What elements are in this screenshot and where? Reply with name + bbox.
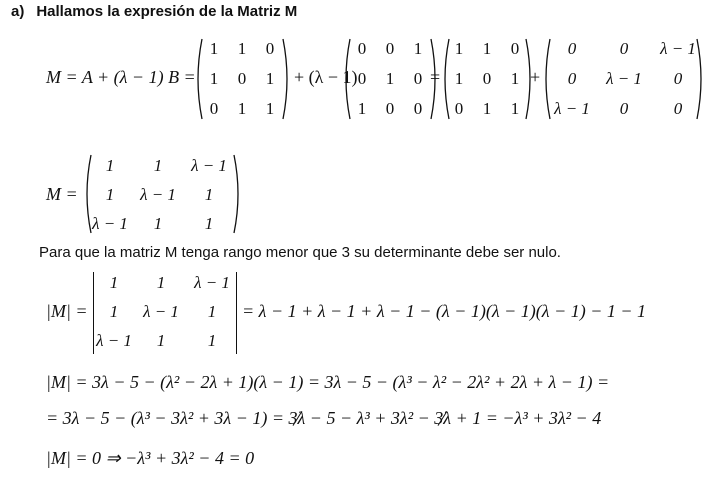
matrix-cell: 1 bbox=[237, 39, 247, 58]
matrix-cell: λ − 1 bbox=[606, 69, 642, 88]
eq1-lhs: M = A + (λ − 1) B = bbox=[46, 67, 196, 87]
matrix-C bbox=[547, 40, 705, 130]
matrix-cell: 1 bbox=[454, 39, 464, 58]
matrix-cell: 1 bbox=[156, 273, 166, 292]
left-paren bbox=[341, 38, 351, 120]
matrix-cell: 0 bbox=[385, 99, 395, 118]
matrix-cell: 1 bbox=[109, 273, 119, 292]
eq1-equals: = bbox=[430, 67, 441, 87]
matrix-cell: 0 bbox=[357, 69, 367, 88]
matrix-cell: 0 bbox=[619, 99, 629, 118]
matrix-cell: λ − 1 bbox=[143, 302, 179, 321]
matrix-cell: 1 bbox=[153, 156, 163, 175]
matrix-cell: 1 bbox=[207, 302, 217, 321]
matrix-cell: 1 bbox=[237, 99, 247, 118]
left-paren bbox=[440, 38, 450, 120]
matrix-cell: 1 bbox=[105, 185, 115, 204]
matrix-cell: 1 bbox=[265, 99, 275, 118]
matrix-cell: 0 bbox=[209, 99, 219, 118]
matrix-cell: 1 bbox=[413, 39, 423, 58]
eq6: |M| = 0 ⇒ −λ³ + 3λ² − 4 = 0 bbox=[46, 448, 255, 468]
matrix-cell: 0 bbox=[265, 39, 275, 58]
matrix-cell: 0 bbox=[413, 99, 423, 118]
matrix-cell: λ − 1 bbox=[92, 214, 128, 233]
eq1-plus: + bbox=[530, 67, 541, 87]
matrix-cell: 0 bbox=[237, 69, 247, 88]
matrix-cell: 0 bbox=[619, 39, 629, 58]
eq5-part-a: = 3λ − 5 − (λ³ − 3λ² + 3λ − 1) = bbox=[46, 408, 284, 428]
matrix-cell: 0 bbox=[673, 69, 683, 88]
matrix-cell: λ − 1 bbox=[140, 185, 176, 204]
determinant-matrix bbox=[94, 274, 236, 361]
matrix-cell: 1 bbox=[385, 69, 395, 88]
determinant-bar-right bbox=[236, 272, 237, 354]
eq1-coef: + (λ − 1) bbox=[294, 67, 358, 87]
matrix-cell: 1 bbox=[209, 69, 219, 88]
matrix-cell: 1 bbox=[109, 302, 119, 321]
matrix-cell: 1 bbox=[510, 69, 520, 88]
matrix-cell: 0 bbox=[567, 69, 577, 88]
right-paren bbox=[282, 38, 292, 120]
matrix-cell: λ − 1 bbox=[660, 39, 696, 58]
left-paren bbox=[82, 154, 92, 234]
matrix-cell: 1 bbox=[265, 69, 275, 88]
eq4: |M| = 3λ − 5 − (λ² − 2λ + 1)(λ − 1) = 3λ − 5 − (λ³ − λ² − 2λ² + 2λ + λ − 1) = bbox=[46, 372, 610, 392]
matrix-cell: 0 bbox=[357, 39, 367, 58]
matrix-cell: 1 bbox=[204, 185, 214, 204]
determinant-bar-left bbox=[93, 272, 94, 354]
matrix-cell: 1 bbox=[207, 331, 217, 350]
matrix-A bbox=[200, 40, 284, 130]
matrix-cell: 1 bbox=[482, 39, 492, 58]
eq5-part-b: − 5 − λ³ + 3λ² − bbox=[305, 408, 430, 428]
matrix-cell: λ − 1 bbox=[554, 99, 590, 118]
matrix-cell: 1 bbox=[105, 156, 115, 175]
right-paren bbox=[233, 154, 243, 234]
cancelled-term: 3λ bbox=[434, 408, 452, 428]
matrix-cell: 1 bbox=[153, 214, 163, 233]
matrix-cell: 1 bbox=[454, 69, 464, 88]
matrix-cell: λ − 1 bbox=[194, 273, 230, 292]
eq2-lhs: M = bbox=[46, 184, 78, 204]
section-title: Hallamos la expresión de la Matriz M bbox=[36, 3, 298, 20]
matrix-cell: 0 bbox=[454, 99, 464, 118]
matrix-cell: 0 bbox=[673, 99, 683, 118]
section-heading bbox=[11, 3, 297, 20]
matrix-cell: 1 bbox=[357, 99, 367, 118]
eq3-lhs: |M| = bbox=[46, 301, 88, 321]
eq5-part-c: + 1 = −λ³ + 3λ² − 4 bbox=[451, 408, 602, 428]
eq5 bbox=[46, 409, 601, 427]
matrix-A-repeat bbox=[445, 40, 529, 130]
matrix-M bbox=[88, 157, 234, 244]
eq3-rhs: = λ − 1 + λ − 1 + λ − 1 − (λ − 1)(λ − 1)(λ − 1) − 1 − 1 bbox=[242, 301, 646, 321]
matrix-cell: λ − 1 bbox=[96, 331, 132, 350]
matrix-cell: 1 bbox=[156, 331, 166, 350]
right-paren bbox=[696, 38, 706, 120]
matrix-cell: 1 bbox=[204, 214, 214, 233]
matrix-cell: 1 bbox=[510, 99, 520, 118]
left-paren bbox=[193, 38, 203, 120]
section-letter: a) bbox=[11, 3, 25, 20]
left-paren bbox=[541, 38, 551, 120]
matrix-cell: 0 bbox=[385, 39, 395, 58]
explanation-text: Para que la matriz M tenga rango menor que 3 su determinante debe ser nulo. bbox=[39, 244, 561, 261]
matrix-cell: 1 bbox=[209, 39, 219, 58]
matrix-B bbox=[348, 40, 432, 130]
cancelled-term: 3λ bbox=[288, 408, 306, 428]
matrix-cell: 1 bbox=[482, 99, 492, 118]
matrix-cell: 0 bbox=[413, 69, 423, 88]
matrix-cell: 0 bbox=[567, 39, 577, 58]
matrix-cell: 0 bbox=[482, 69, 492, 88]
matrix-cell: 0 bbox=[510, 39, 520, 58]
matrix-cell: λ − 1 bbox=[191, 156, 227, 175]
